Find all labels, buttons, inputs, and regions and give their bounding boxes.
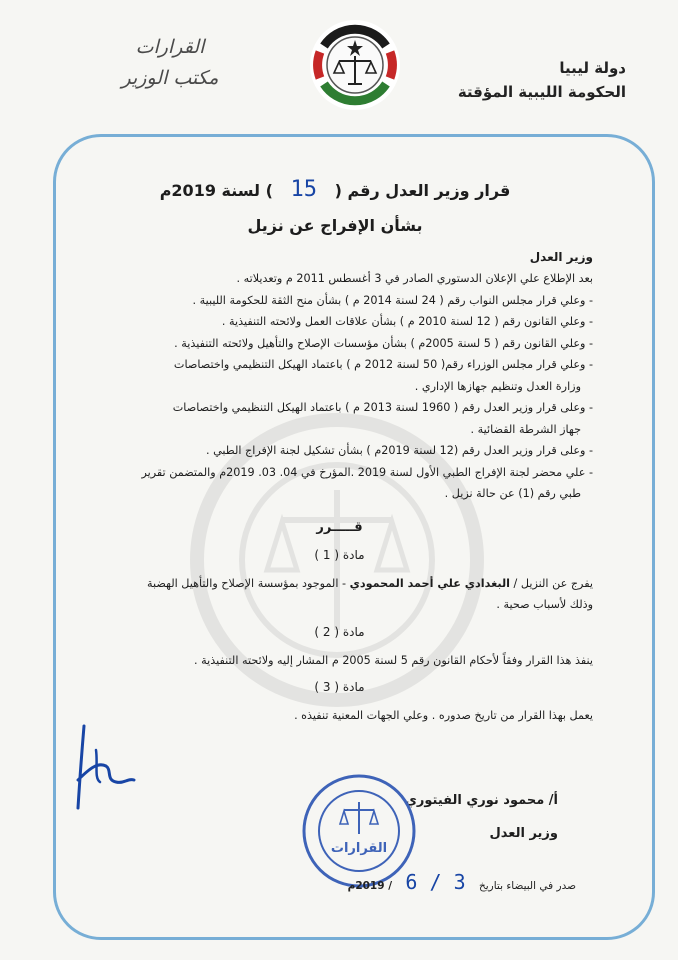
issue-year: / 2019م <box>347 880 393 892</box>
article-3-text: يعمل بهذا القرار من تاريخ صدوره . وعلي الجهات المعنية تنفيذه . <box>294 709 593 722</box>
preamble-line: جهاز الشرطة القضائية . <box>470 422 581 436</box>
decree-title <box>100 178 570 203</box>
state-name: دولة ليبيا <box>559 59 626 77</box>
title-suffix: ) لسنة 2019م <box>159 181 273 200</box>
minister-label: وزير العدل <box>529 250 593 264</box>
office-header-line1: القرارات <box>135 36 205 58</box>
preamble-line: - علي محضر لجنة الإفراج الطبي الأول لسنة 2019 .المؤرخ في 04. 03. 2019م والمتضمن تقرير <box>141 465 593 479</box>
ministry-logo <box>308 18 402 112</box>
title-prefix: قرار وزير العدل رقم ( <box>334 181 511 200</box>
article-1-text-line2: وذلك لأسباب صحية . <box>496 598 593 611</box>
preamble-line: - وعلي قرار مجلس الوزراء رقم( 50 لسنة 2012 م ) باعتماد الهيكل التنظيمي واختصاصات <box>173 358 593 371</box>
decision-heading: قـــــرر <box>316 519 363 535</box>
issue-date-handwritten: 3 / 6 <box>405 870 466 894</box>
preamble-line: - وعلي القانون رقم ( 5 لسنة 2005م ) بشأن مؤسسات الإصلاح والتأهيل ولائحته التنفيذية . <box>174 336 593 350</box>
signatory-title: وزير العدل <box>489 826 558 841</box>
article-2-heading: مادة ( 2 ) <box>314 624 365 639</box>
preamble-line: وزارة العدل وتنظيم جهازها الإداري . <box>414 379 581 393</box>
handwritten-signature-icon <box>66 720 138 812</box>
office-header <box>95 32 245 94</box>
article-1-text: يفرج عن النزيل / البغدادي علي أحمد المحمودي - الموجود بمؤسسة الإصلاح والتأهيل الهضبة <box>146 576 593 590</box>
preamble-line: - وعلى قرار وزير العدل رقم (12 لسنة 2019م ) بشأن تشكيل لجنة الإفراج الطبي . <box>205 444 593 457</box>
preamble-line: بعد الإطلاع علي الإعلان الدستوري الصادر في 3 أغسطس 2011 م وتعديلاته . <box>236 272 593 285</box>
issue-date-line <box>156 870 576 898</box>
inmate-name: البغدادي علي أحمد المحمودي <box>349 576 510 590</box>
state-header <box>446 56 626 104</box>
issue-place: صدر في البيضاء بتاريخ <box>478 880 576 892</box>
decree-number: 15 <box>290 177 318 202</box>
decree-body <box>86 246 593 727</box>
preamble-line: طبي رقم (1) عن حالة نزيل . <box>444 487 581 500</box>
article-2-text: ينفذ هذا القرار وفقاً لأحكام القانون رقم 5 لسنة 2005 م المشار إليه ولائحته التنفيذية . <box>194 653 593 667</box>
preamble-line: - وعلى قرار وزير العدل رقم ( 1960 لسنة 2013 م ) باعتماد الهيكل التنظيمي واختصاصات <box>172 401 593 414</box>
government-name: الحكومة الليبية المؤقتة <box>457 83 626 101</box>
signatory-name: أ/ محمود نوري الفيتوري <box>404 793 558 808</box>
office-header-line2: مكتب الوزير <box>121 67 219 89</box>
decree-subject: بشأن الإفراج عن نزيل <box>247 216 423 235</box>
preamble-line: - وعلي قرار مجلس النواب رقم ( 24 لسنة 2014 م ) بشأن منح الثقة للحكومة الليبية . <box>192 293 593 307</box>
article-1-heading: مادة ( 1 ) <box>314 547 365 562</box>
signatory-block <box>398 784 558 850</box>
preamble-line: - وعلي القانون رقم ( 12 لسنة 2010 م ) بشأن علاقات العمل ولائحته التنفيذية . <box>221 315 593 328</box>
article-3-heading: مادة ( 3 ) <box>314 680 365 694</box>
stamp-label: القرارات <box>330 841 388 856</box>
justice-scales-logo-icon <box>308 18 402 112</box>
